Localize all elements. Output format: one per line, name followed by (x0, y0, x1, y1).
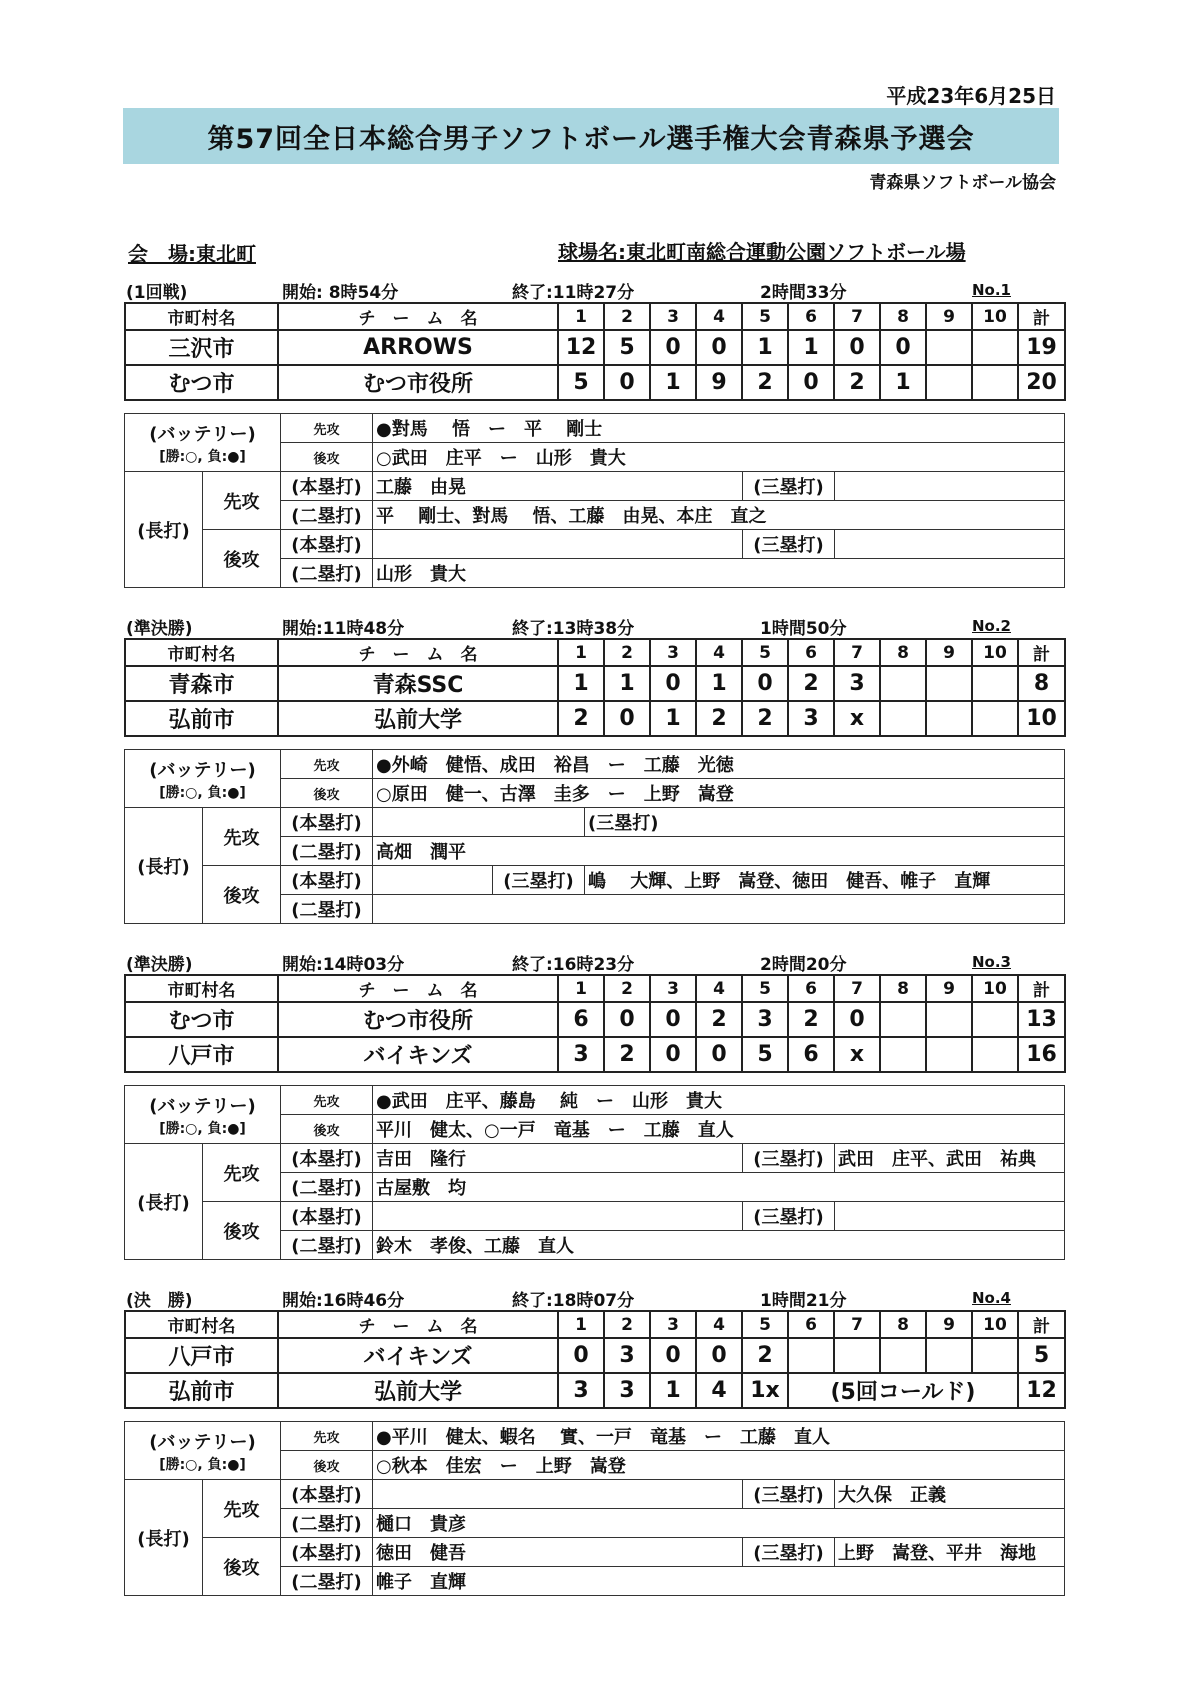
inning-header: 4 (696, 303, 742, 330)
inning-score: 3 (604, 1338, 650, 1373)
duration: 1時間50分 (760, 619, 847, 639)
inning-score (926, 365, 972, 400)
end-time: 終了:13時38分 (512, 619, 635, 639)
double-label: (二塁打) (281, 837, 373, 866)
battery-label (125, 750, 281, 808)
double-label: (二塁打) (281, 1173, 373, 1202)
inning-score: 3 (834, 666, 880, 701)
triple-label: (三塁打) (588, 813, 659, 834)
inning-score (926, 1338, 972, 1373)
inning-header: 4 (696, 639, 742, 666)
inning-score: 5 (742, 1037, 788, 1072)
inning-header: 5 (742, 1311, 788, 1338)
inning-header: 5 (742, 639, 788, 666)
inning-score: 0 (834, 1002, 880, 1037)
inning-header: 10 (972, 639, 1018, 666)
second-triple (835, 530, 1065, 559)
team-name: バイキンズ (278, 1037, 558, 1072)
second-triple: 上野 嵩登、平井 海地 (835, 1538, 1065, 1567)
inning-score (926, 1002, 972, 1037)
double-label: (二塁打) (281, 1509, 373, 1538)
inning-score: 0 (696, 1037, 742, 1072)
inning-header: 6 (788, 639, 834, 666)
game-4 (124, 1286, 1064, 1596)
battery-second: ○秋本 佳宏 ー 上野 嵩登 (373, 1451, 1065, 1480)
inning-header: 2 (604, 1311, 650, 1338)
team-header: チ ー ム 名 (278, 639, 558, 666)
game-number: No.1 (972, 281, 1011, 299)
inning-header: 9 (926, 1311, 972, 1338)
end-time: 終了:11時27分 (512, 283, 635, 303)
second-label: 後攻 (281, 1115, 373, 1144)
team-name: バイキンズ (278, 1338, 558, 1373)
inning-score (880, 701, 926, 736)
total-header: 計 (1018, 975, 1065, 1002)
game-1 (124, 278, 1064, 588)
inning-score: 9 (696, 365, 742, 400)
scoreboard (124, 302, 1066, 401)
triple-label: (三塁打) (743, 472, 835, 501)
inning-score: x (834, 701, 880, 736)
inning-header: 6 (788, 1311, 834, 1338)
hr-label: (本塁打) (281, 530, 373, 559)
inning-score: 0 (558, 1338, 604, 1373)
inning-score: 0 (650, 666, 696, 701)
second-attack-label: 後攻 (203, 1202, 281, 1260)
team-name: むつ市役所 (278, 1002, 558, 1037)
round-label: (準決勝) (126, 955, 193, 975)
round-label: (準決勝) (126, 619, 193, 639)
second-attack-label: 後攻 (203, 866, 281, 924)
municipality-header: 市町村名 (125, 303, 278, 330)
inning-score: 3 (788, 701, 834, 736)
inning-score: 0 (788, 365, 834, 400)
inning-score (972, 1338, 1018, 1373)
battery-note: [勝:○, 負:●] (159, 1456, 246, 1473)
first-label: 先攻 (281, 1086, 373, 1115)
inning-score: 6 (558, 1002, 604, 1037)
game-header (124, 1286, 1064, 1311)
first-hr: 工藤 由晃 (373, 472, 743, 501)
inning-header: 7 (834, 1311, 880, 1338)
inning-score (926, 1037, 972, 1072)
city-name: 青森市 (125, 666, 278, 701)
inning-score: 0 (650, 1037, 696, 1072)
inning-score (834, 1338, 880, 1373)
inning-score: 0 (696, 330, 742, 365)
battery-second: ○武田 庄平 ー 山形 貴大 (373, 443, 1065, 472)
inning-score: 4 (696, 1373, 742, 1408)
inning-header: 10 (972, 1311, 1018, 1338)
hr-label: (本塁打) (281, 1480, 373, 1509)
battery-first: ●武田 庄平、藤島 純 ー 山形 貴大 (373, 1086, 1065, 1115)
inning-score: 1 (650, 1373, 696, 1408)
second-label: 後攻 (281, 779, 373, 808)
first-triple (835, 472, 1065, 501)
game-2 (124, 614, 1064, 924)
inning-score: 2 (788, 1002, 834, 1037)
first-double: 高畑 潤平 (373, 837, 1065, 866)
details-table (124, 749, 1065, 924)
document-date: 平成23年6月25日 (886, 84, 1056, 108)
second-double: 鈴木 孝俊、工藤 直人 (373, 1231, 1065, 1260)
venue: 会 場:東北町 (128, 242, 256, 266)
total-score: 16 (1018, 1037, 1065, 1072)
inning-score: 12 (558, 330, 604, 365)
first-hr (373, 808, 585, 837)
first-attack-label: 先攻 (203, 1480, 281, 1538)
battery-first: ●平川 健太、蝦名 實、一戸 竜基 ー 工藤 直人 (373, 1422, 1065, 1451)
inning-score: 0 (650, 1002, 696, 1037)
inning-score: 2 (834, 365, 880, 400)
inning-score (926, 666, 972, 701)
inning-header: 6 (788, 975, 834, 1002)
inning-header: 3 (650, 639, 696, 666)
triple-label: (三塁打) (743, 1480, 835, 1509)
inning-score: 1 (788, 330, 834, 365)
inning-score: 1x (742, 1373, 788, 1408)
battery-note: [勝:○, 負:●] (159, 1120, 246, 1137)
second-triple: 嶋 大輝、上野 嵩登、徳田 健吾、帷子 直輝 (585, 866, 1065, 895)
duration: 1時間21分 (760, 1291, 847, 1311)
triple-label: (三塁打) (493, 866, 585, 895)
inning-header: 9 (926, 975, 972, 1002)
scoreboard (124, 1310, 1066, 1409)
duration: 2時間20分 (760, 955, 847, 975)
inning-header: 2 (604, 303, 650, 330)
inning-score: 1 (650, 701, 696, 736)
inning-score: 2 (558, 701, 604, 736)
inning-header: 4 (696, 1311, 742, 1338)
first-attack-label: 先攻 (203, 808, 281, 866)
second-label: 後攻 (281, 443, 373, 472)
inning-score: 1 (650, 365, 696, 400)
called-game-note: (5回コールド) (788, 1373, 1018, 1408)
second-triple (835, 1202, 1065, 1231)
hr-label: (本塁打) (281, 1144, 373, 1173)
team-name: 弘前大学 (278, 1373, 558, 1408)
inning-header: 1 (558, 639, 604, 666)
inning-score: 0 (696, 1338, 742, 1373)
first-attack-label: 先攻 (203, 472, 281, 530)
inning-score (880, 666, 926, 701)
round-label: (1回戦) (126, 283, 188, 303)
game-3 (124, 950, 1064, 1260)
inning-score: 1 (604, 666, 650, 701)
double-label: (二塁打) (281, 1567, 373, 1596)
inning-score: 1 (880, 365, 926, 400)
first-label: 先攻 (281, 1422, 373, 1451)
inning-score (880, 1002, 926, 1037)
inning-header: 10 (972, 975, 1018, 1002)
city-name: 弘前市 (125, 1373, 278, 1408)
total-header: 計 (1018, 303, 1065, 330)
inning-header: 9 (926, 639, 972, 666)
battery-note: [勝:○, 負:●] (159, 448, 246, 465)
inning-score: 0 (604, 701, 650, 736)
inning-score: 1 (742, 330, 788, 365)
inning-header: 7 (834, 975, 880, 1002)
team-header: チ ー ム 名 (278, 975, 558, 1002)
hr-label: (本塁打) (281, 1202, 373, 1231)
battery-second: 平川 健太、○一戸 竜基 ー 工藤 直人 (373, 1115, 1065, 1144)
round-label: (決 勝) (126, 1291, 193, 1311)
inning-score: 0 (834, 330, 880, 365)
inning-header: 8 (880, 303, 926, 330)
total-score: 20 (1018, 365, 1065, 400)
second-hr: 徳田 健吾 (373, 1538, 743, 1567)
start-time: 開始:11時48分 (282, 619, 405, 639)
battery-second: ○原田 健一、古澤 圭多 ー 上野 嵩登 (373, 779, 1065, 808)
second-double (373, 895, 1065, 924)
city-name: 八戸市 (125, 1338, 278, 1373)
inning-score: 0 (880, 330, 926, 365)
double-label: (二塁打) (281, 1231, 373, 1260)
association-name: 青森県ソフトボール協会 (869, 173, 1056, 193)
inning-header: 1 (558, 303, 604, 330)
total-score: 10 (1018, 701, 1065, 736)
start-time: 開始: 8時54分 (282, 283, 399, 303)
scoreboard (124, 638, 1066, 737)
inning-score: 1 (558, 666, 604, 701)
inning-header: 9 (926, 303, 972, 330)
inning-header: 2 (604, 975, 650, 1002)
inning-score (972, 701, 1018, 736)
double-label: (二塁打) (281, 895, 373, 924)
inning-score: 2 (604, 1037, 650, 1072)
total-score: 19 (1018, 330, 1065, 365)
scoreboard (124, 974, 1066, 1073)
inning-score: 5 (604, 330, 650, 365)
field-name: 球場名:東北町南総合運動公園ソフトボール場 (558, 240, 966, 264)
second-double: 山形 貴大 (373, 559, 1065, 588)
document-title: 第57回全日本総合男子ソフトボール選手権大会青森県予選会 (123, 108, 1059, 164)
game-number: No.2 (972, 617, 1011, 635)
long-hits-label: (長打) (125, 1144, 203, 1260)
second-attack-label: 後攻 (203, 1538, 281, 1596)
inning-score: 0 (604, 365, 650, 400)
inning-header: 1 (558, 1311, 604, 1338)
battery-title: (バッテリー) (149, 1095, 256, 1117)
first-triple: 武田 庄平、武田 祐典 (835, 1144, 1065, 1173)
team-name: ARROWS (278, 330, 558, 365)
second-hr (373, 530, 743, 559)
inning-score (972, 1037, 1018, 1072)
inning-score: x (834, 1037, 880, 1072)
inning-header: 8 (880, 975, 926, 1002)
inning-header: 5 (742, 303, 788, 330)
city-name: むつ市 (125, 1002, 278, 1037)
inning-score: 5 (558, 365, 604, 400)
game-number: No.3 (972, 953, 1011, 971)
first-double: 平 剛士、對馬 悟、工藤 由晃、本庄 直之 (373, 501, 1065, 530)
inning-score: 0 (604, 1002, 650, 1037)
inning-score: 3 (558, 1037, 604, 1072)
game-number: No.4 (972, 1289, 1011, 1307)
first-attack-label: 先攻 (203, 1144, 281, 1202)
inning-score: 2 (696, 1002, 742, 1037)
triple-label: (三塁打) (743, 1202, 835, 1231)
inning-score (972, 1002, 1018, 1037)
inning-score: 3 (604, 1373, 650, 1408)
team-header: チ ー ム 名 (278, 303, 558, 330)
inning-score: 1 (696, 666, 742, 701)
hr-label: (本塁打) (281, 472, 373, 501)
total-score: 8 (1018, 666, 1065, 701)
first-double: 樋口 貴彦 (373, 1509, 1065, 1538)
inning-score: 0 (742, 666, 788, 701)
inning-score (926, 701, 972, 736)
inning-score (788, 1338, 834, 1373)
inning-header: 10 (972, 303, 1018, 330)
inning-header: 1 (558, 975, 604, 1002)
battery-note: [勝:○, 負:●] (159, 784, 246, 801)
start-time: 開始:14時03分 (282, 955, 405, 975)
second-hr (373, 866, 493, 895)
second-double: 帷子 直輝 (373, 1567, 1065, 1596)
battery-first: ●外崎 健悟、成田 裕昌 ー 工藤 光徳 (373, 750, 1065, 779)
battery-label (125, 1422, 281, 1480)
inning-score: 2 (742, 1338, 788, 1373)
end-time: 終了:16時23分 (512, 955, 635, 975)
double-label: (二塁打) (281, 559, 373, 588)
game-header (124, 950, 1064, 975)
inning-header: 7 (834, 303, 880, 330)
inning-score (880, 1338, 926, 1373)
inning-score (926, 330, 972, 365)
first-label: 先攻 (281, 750, 373, 779)
game-header (124, 278, 1064, 303)
total-header: 計 (1018, 639, 1065, 666)
inning-score: 0 (650, 1338, 696, 1373)
municipality-header: 市町村名 (125, 975, 278, 1002)
battery-title: (バッテリー) (149, 759, 256, 781)
inning-header: 3 (650, 1311, 696, 1338)
details-table (124, 413, 1065, 588)
municipality-header: 市町村名 (125, 1311, 278, 1338)
inning-score: 6 (788, 1037, 834, 1072)
triple-label: (三塁打) (743, 1144, 835, 1173)
first-triple-cell (585, 808, 1065, 837)
city-name: 三沢市 (125, 330, 278, 365)
inning-header: 3 (650, 303, 696, 330)
double-label: (二塁打) (281, 501, 373, 530)
game-header (124, 614, 1064, 639)
team-name: 弘前大学 (278, 701, 558, 736)
inning-score: 0 (650, 330, 696, 365)
team-header: チ ー ム 名 (278, 1311, 558, 1338)
city-name: むつ市 (125, 365, 278, 400)
inning-score (880, 1037, 926, 1072)
details-table (124, 1421, 1065, 1596)
second-attack-label: 後攻 (203, 530, 281, 588)
inning-score: 2 (742, 365, 788, 400)
inning-header: 8 (880, 1311, 926, 1338)
inning-header: 2 (604, 639, 650, 666)
battery-first: ●對馬 悟 ー 平 剛士 (373, 414, 1065, 443)
inning-header: 7 (834, 639, 880, 666)
city-name: 弘前市 (125, 701, 278, 736)
hr-label: (本塁打) (281, 808, 373, 837)
battery-title: (バッテリー) (149, 423, 256, 445)
inning-header: 3 (650, 975, 696, 1002)
inning-header: 5 (742, 975, 788, 1002)
first-label: 先攻 (281, 414, 373, 443)
total-score: 12 (1018, 1373, 1065, 1408)
inning-score: 3 (558, 1373, 604, 1408)
total-score: 13 (1018, 1002, 1065, 1037)
battery-label (125, 414, 281, 472)
municipality-header: 市町村名 (125, 639, 278, 666)
inning-score (972, 666, 1018, 701)
inning-score (972, 330, 1018, 365)
end-time: 終了:18時07分 (512, 1291, 635, 1311)
start-time: 開始:16時46分 (282, 1291, 405, 1311)
total-score: 5 (1018, 1338, 1065, 1373)
hr-label: (本塁打) (281, 1538, 373, 1567)
inning-header: 6 (788, 303, 834, 330)
total-header: 計 (1018, 1311, 1065, 1338)
first-double: 古屋敷 均 (373, 1173, 1065, 1202)
first-hr (373, 1480, 743, 1509)
inning-header: 4 (696, 975, 742, 1002)
inning-score: 2 (788, 666, 834, 701)
city-name: 八戸市 (125, 1037, 278, 1072)
team-name: むつ市役所 (278, 365, 558, 400)
long-hits-label: (長打) (125, 808, 203, 924)
second-label: 後攻 (281, 1451, 373, 1480)
triple-label: (三塁打) (743, 530, 835, 559)
long-hits-label: (長打) (125, 1480, 203, 1596)
inning-score: 2 (696, 701, 742, 736)
first-hr: 吉田 隆行 (373, 1144, 743, 1173)
long-hits-label: (長打) (125, 472, 203, 588)
team-name: 青森SSC (278, 666, 558, 701)
battery-title: (バッテリー) (149, 1431, 256, 1453)
hr-label: (本塁打) (281, 866, 373, 895)
inning-header: 8 (880, 639, 926, 666)
battery-label (125, 1086, 281, 1144)
details-table (124, 1085, 1065, 1260)
duration: 2時間33分 (760, 283, 847, 303)
second-hr (373, 1202, 743, 1231)
inning-score: 2 (742, 701, 788, 736)
inning-score (972, 365, 1018, 400)
first-triple: 大久保 正義 (835, 1480, 1065, 1509)
triple-label: (三塁打) (743, 1538, 835, 1567)
inning-score: 3 (742, 1002, 788, 1037)
